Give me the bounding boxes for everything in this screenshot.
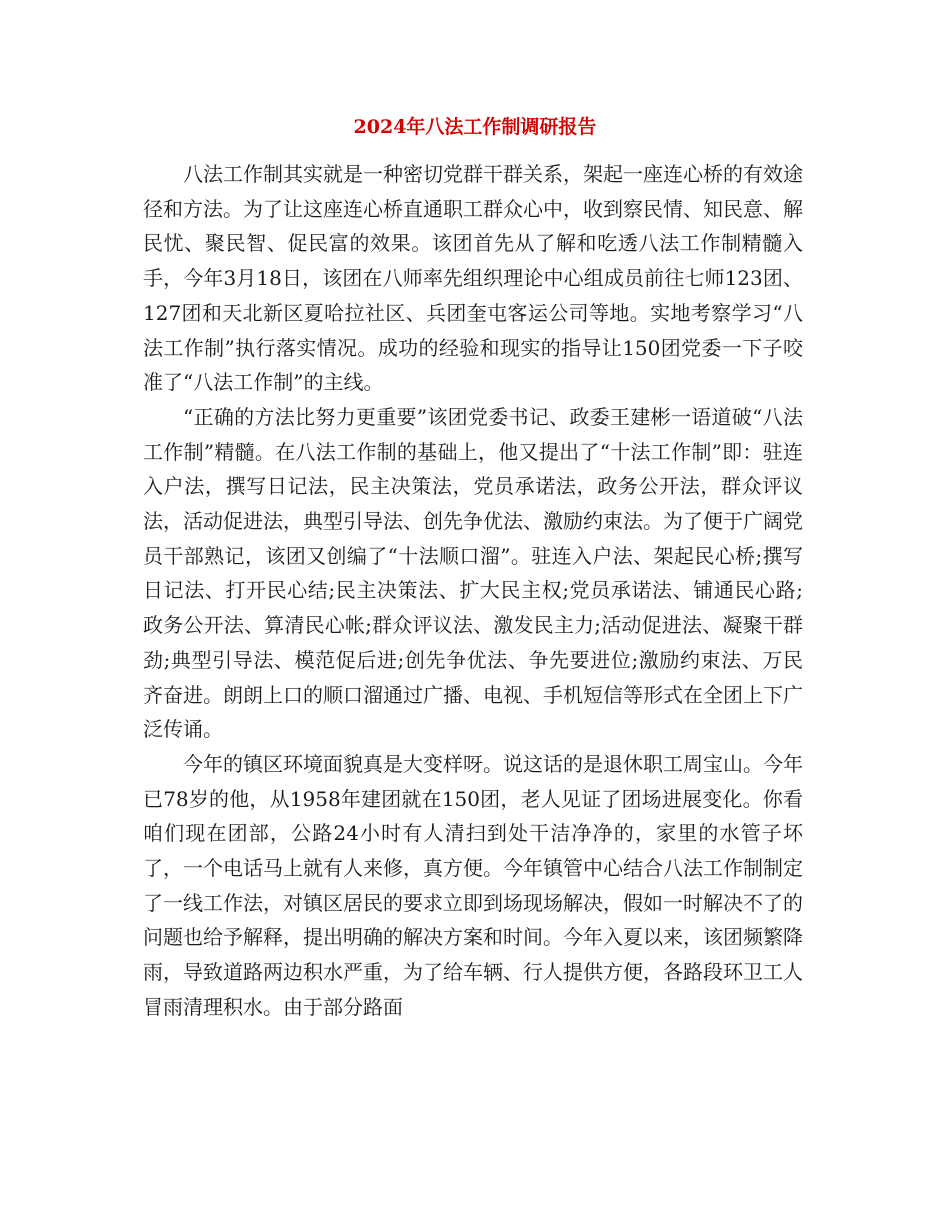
document-title: 2024年八法工作制调研报告 [353, 116, 597, 138]
paragraph-3: 今年的镇区环境面貌真是大变样呀。说这话的是退休职工周宝山。今年已78岁的他，从1958年建团就在150团，老人见证了团场进展变化。你看咱们现在团部，公路24小时有人清扫到处干洁净净的，家里的水管子坏了，一个电话马上就有人来修，真方便。今年镇管中心结合八法工作制制定了一线工作法，对镇区居民的要求立即到场现场解决，假如一时解决不了的问题也给予解释，提出明确的解决方案和时间。今年入夏以来，该团频繁降雨，导致道路两边积水严重，为了给车辆、行人提供方便，各路段环卫工人冒雨清理积水。由于部分路面 [143, 751, 803, 1019]
paragraph-2: “正确的方法比努力更重要”该团党委书记、政委王建彬一语道破“八法工作制”精髓。在八法工作制的基础上，他又提出了“十法工作制”即：驻连入户法，撰写日记法，民主决策法，党员承诺法，政务公开法，群众评议法，活动促进法，典型引导法、创先争优法、激励约束法。为了便于广阔党员干部熟记，该团又创编了“十法顺口溜”。驻连入户法、架起民心桥;撰写日记法、打开民心结;民主决策法、扩大民主权;党员承诺法、铺通民心路;政务公开法、算清民心帐;群众评议法、激发民主力;活动促进法、凝聚干群劲;典型引导法、模范促后进;创先争优法、争先要进位;激励约束法、万民齐奋进。朗朗上口的顺口溜通过广播、电视、手机短信等形式在全团上下广泛传诵。 [143, 404, 803, 742]
paragraph-1: 八法工作制其实就是一种密切党群干群关系，架起一座连心桥的有效途径和方法。为了让这座连心桥直通职工群众心中，收到察民情、知民意、解民忧、聚民智、促民富的效果。该团首先从了解和吃透八法工作制精髓入手，今年3月18日，该团在八师率先组织理论中心组成员前往七师123团、127团和天北新区夏哈拉社区、兵团奎屯客运公司等地。实地考察学习“八法工作制”执行落实情况。成功的经验和现实的指导让150团党委一下子咬准了“八法工作制”的主线。 [143, 162, 803, 395]
document-body [143, 157, 803, 1025]
